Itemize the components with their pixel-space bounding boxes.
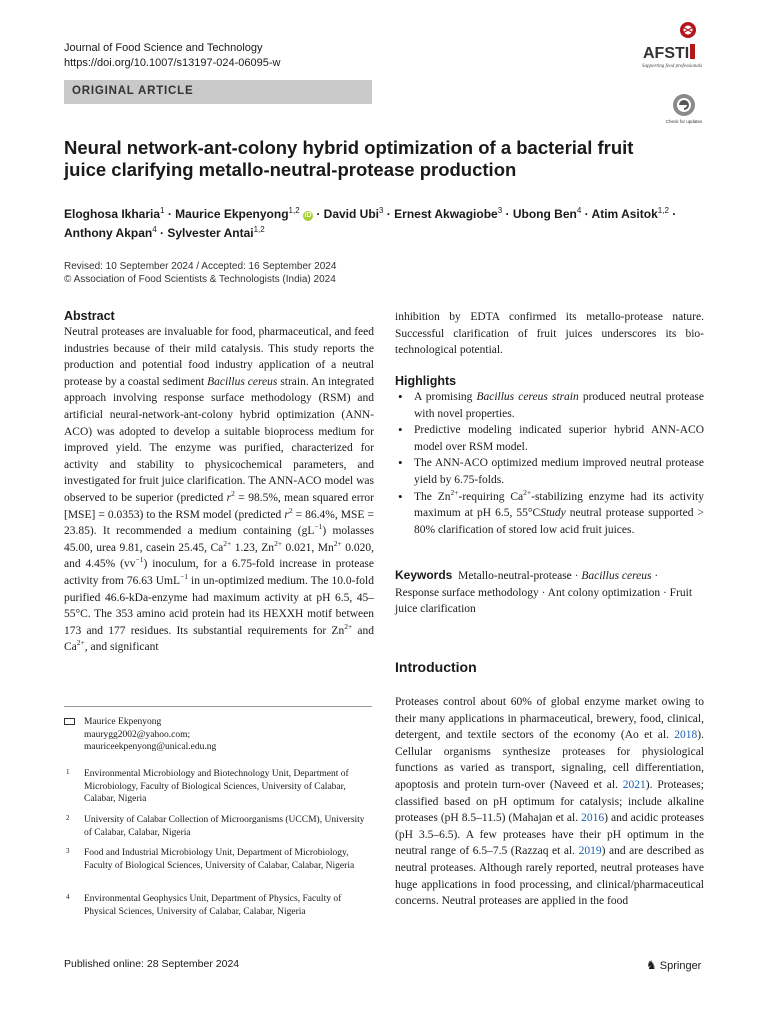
mail-icon xyxy=(64,718,75,725)
highlights-heading: Highlights xyxy=(395,374,457,388)
published-online-date: Published online: 28 September 2024 xyxy=(64,958,240,970)
author-list: Eloghosa Ikharia$^1$ · Maurice Ekpenyong$^{1,2}$ iD · David Ubi$^3$ · Ernest Akwagiobe$^3$ · Ubong Ben$^4$ · Atim Asitok$^{1,2}$ · Anthony Akpan$^4$ · Sylvester Antai$^{1,2}$ xyxy=(64,206,677,240)
affiliation xyxy=(64,814,372,839)
author-name[interactable]: Anthony Akpan xyxy=(64,226,153,240)
abstract-text: Neutral proteases are invaluable for food, pharmaceutical, and feed industries because of their mild catalysis. This study reports the production and potential food industry application of a neutral protease by a coastal sediment Bacillus cereus strain. An integrated approach involving response surface methodology (RSM) and artificial neural-network-ant-colony hybrid optimization (ANN-ACO) was adopted to develop a suitable bioprocess medium for improved yield. The enzyme was purified, characterized for activity and stability to physicochemical parameters, and investigated for fruit juice clarification. The ANN-ACO model was observed to be superior (predicted $r^2 = 98.5\%$, mean squared error [MSE] = 0.0353) to the RSM model (predicted $r^2 = 86.4\%$, MSE = 23.85). It recommended a medium containing $(gL^{-1})$ molasses 45.00, urea 9.81, casein 25.45, $Ca^{2+}$ 1.23, $Zn^{2+}$ 0.021, $Mn^{2+}$ 0.020, and 4.45% $(vv^{-1})$ inoculum, for a 6.75-fold increase in protease activity from 76.63 UmL$^{-1}$ in un-optimized medium. The 10.0-fold purified 46.6-kDa-enzyme had maximum activity at pH 6.5, 45–55°C. The 353 amino acid protein had its HEXXH motif between 173 and 177 residues. Its substantial requirements for $Zn^{2+}$ and $Ca^{2+}$, and significant xyxy=(64,326,375,654)
author-name[interactable]: Atim Asitok xyxy=(591,207,658,221)
check-for-updates-badge[interactable] xyxy=(664,92,704,132)
author-name[interactable]: Ubong Ben xyxy=(512,207,577,221)
citation-link[interactable]: 2019 xyxy=(578,845,602,858)
publisher-name: Springer xyxy=(659,960,702,972)
highlight-item: • The ANN-ACO optimized medium improved neutral protease yield by 6.75-folds. xyxy=(395,455,704,488)
author-affil-sup: 4 xyxy=(152,225,157,234)
copyright-notice: © Association of Food Scientists & Technologists (India) 2024 xyxy=(64,274,336,285)
affiliation-text: University of Calabar Collection of Microorganisms (UCCM), University of Calabar, Calabar, Nigeria xyxy=(84,815,365,838)
highlight-item: • The $Zn^{2+}$-requiring $Ca^{2+}$-stabilizing enzyme had its activity maximum at pH 6.5, 55°CStudy neutral protease supported > 80% clarification of stored low acid fruit juices. xyxy=(395,489,704,539)
journal-header xyxy=(64,41,281,71)
highlights-list xyxy=(395,389,704,538)
article-type-label: ORIGINAL ARTICLE xyxy=(72,85,194,97)
springer-horse-icon: ♞ xyxy=(646,958,657,972)
affiliation xyxy=(64,768,372,806)
doi-link[interactable]: https://doi.org/10.1007/s13197-024-06095-w xyxy=(64,57,281,69)
email-link[interactable]: mauriceekpenyong@unical.edu.ng xyxy=(84,742,217,752)
abstract-heading: Abstract xyxy=(64,309,115,323)
received-accepted-dates: Revised: 10 September 2024 / Accepted: 16 September 2024 xyxy=(64,261,337,272)
author-name[interactable]: Ernest Akwagiobe xyxy=(394,207,498,221)
affiliation-text: Environmental Geophysics Unit, Department of Physics, Faculty of Physical Sciences, University of Calabar, Calabar, Nigeria xyxy=(84,894,342,917)
logo-wordmark: AFSTI xyxy=(643,45,690,62)
author-affil-sup: 1,2 xyxy=(253,225,265,234)
email-link[interactable]: maurygg2002@yahoo.com; xyxy=(84,729,191,740)
introduction-heading: Introduction xyxy=(395,659,477,675)
corresponding-author-name: Maurice Ekpenyong xyxy=(84,717,162,727)
author-name[interactable]: Eloghosa Ikharia xyxy=(64,207,161,221)
abstract-continued: inhibition by EDTA confirmed its metallo-protease nature. Successful clarification of fruit juices underscores its bio-technological potential. xyxy=(395,311,704,357)
affiliation xyxy=(64,847,372,872)
affiliation-text: Environmental Microbiology and Biotechnology Unit, Department of Microbiology, Faculty of Biological Sciences, University of Calabar, Calabar, Nigeria xyxy=(84,769,349,804)
author-name[interactable]: Sylvester Antai xyxy=(167,226,254,240)
highlight-item: • Predictive modeling indicated superior hybrid ANN-ACO model over RSM model. xyxy=(395,422,704,455)
afsti-logo-icon xyxy=(640,18,704,70)
citation-link[interactable]: 2016 xyxy=(581,812,605,825)
check-for-updates-icon xyxy=(664,92,704,132)
affiliation-text: Food and Industrial Microbiology Unit, Department of Microbiology, Faculty of Biological Sciences, University of Calabar, Calabar, Nigeria xyxy=(84,848,355,871)
orcid-icon[interactable]: iD xyxy=(304,212,312,219)
corresponding-author xyxy=(64,716,372,754)
journal-name: Journal of Food Science and Technology xyxy=(64,42,263,54)
publisher-mark xyxy=(646,958,701,972)
author-affil-sup: 4 xyxy=(576,206,582,215)
article-title: Neural network-ant-colony hybrid optimization of a bacterial fruit juice clarifying metallo-neutral-protease production xyxy=(64,137,634,180)
author-affil-sup: 3 xyxy=(379,206,384,215)
introduction-text: Proteases control about 60% of global enzyme market owing to their many applications in pharmaceutical, brewery, food, clinical, detergent, and textile sectors of the economy (Ao et al. 2018). Cellular organisms synthesize proteases for physiological functions as varied as transport, signaling, cell differentiation, apoptosis and protein turn-over (Naveed et al. 2021). Proteases; classified based on pH optimum for catalysis; include alkaline proteases (pH 8.5–11.5) (Mahajan et al. 2016) and acidic proteases (pH 3.5–6.5). A few proteases have their pH optimum in the neutral range of 6.5–7.5 (Razzaq et al. 2019) and are described as neutral proteases. Although rarely reported, neutral proteases have huge applications in food processing, and clinical/pharmaceutical concerns. Neutral proteases are applied in the food xyxy=(395,696,704,908)
article-dates xyxy=(64,260,336,286)
check-for-updates-text: Check for updates xyxy=(665,119,703,124)
author-name[interactable]: David Ubi xyxy=(323,207,380,221)
keywords-label: Keywords xyxy=(395,568,453,582)
author-affil-sup: 1,2 xyxy=(657,206,669,215)
affiliation xyxy=(64,893,372,918)
keywords: Keywords Metallo-neutral-protease · Bacillus cereus · Response surface methodology · Ant colony optimization · Fruit juice clarification xyxy=(395,568,693,616)
citation-link[interactable]: 2018 xyxy=(674,729,698,742)
author-name[interactable]: Maurice Ekpenyong xyxy=(175,207,289,221)
affiliation-number: 3 xyxy=(66,847,70,855)
footnote-divider xyxy=(64,706,372,707)
highlight-item: • A promising Bacillus cereus strain produced neutral protease with novel properties. xyxy=(395,389,704,422)
afsti-logo xyxy=(640,18,704,70)
article-type-banner xyxy=(64,80,372,104)
affiliation-number: 2 xyxy=(66,814,70,822)
affiliation-number: 4 xyxy=(66,893,70,901)
logo-tagline: Supporting food professionals xyxy=(642,64,703,69)
author-affil-sup: 3 xyxy=(497,206,503,215)
author-affil-sup: 1 xyxy=(160,206,165,215)
citation-link[interactable]: 2021 xyxy=(622,778,646,791)
affiliation-number: 1 xyxy=(66,768,70,776)
author-affil-sup: 1,2 xyxy=(288,206,300,215)
